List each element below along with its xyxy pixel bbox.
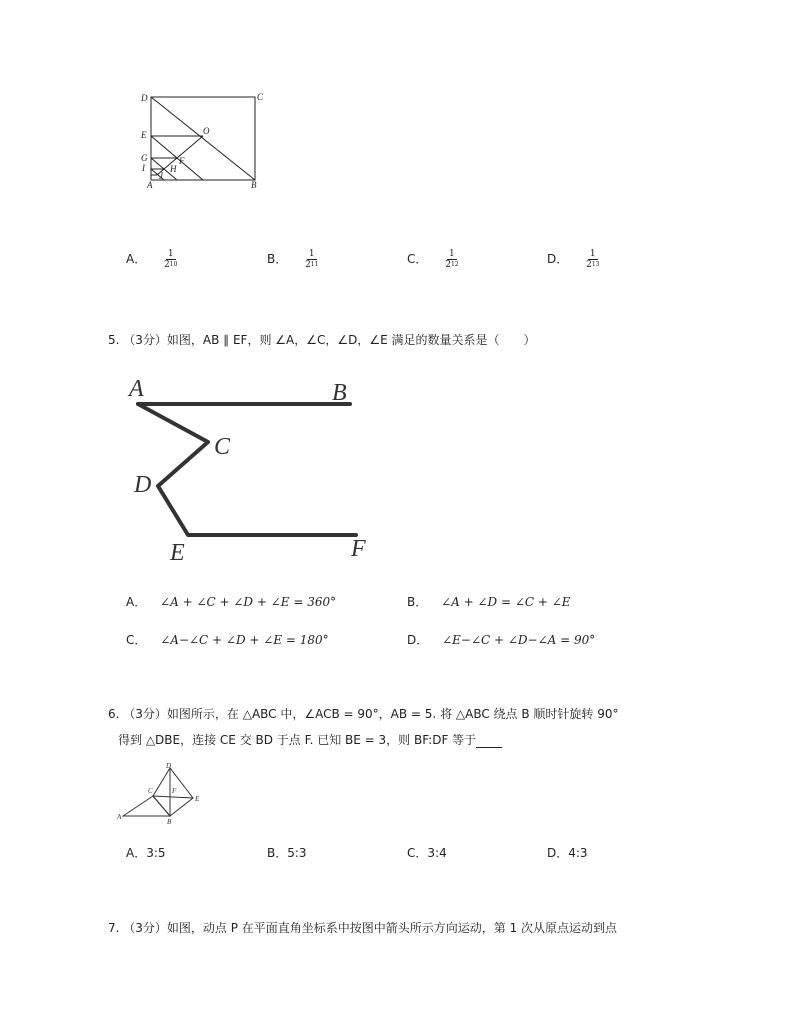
segment-OF: [177, 136, 203, 158]
label-A: A: [129, 376, 144, 402]
label-O: O: [203, 126, 210, 136]
label-E: E: [170, 540, 185, 564]
option-letter: C．: [407, 252, 428, 266]
q5-option-d[interactable]: [407, 632, 595, 648]
option-text: ∠A−∠C + ∠D + ∠E = 180°: [160, 633, 329, 647]
segment-CD: [153, 768, 170, 796]
fraction-base: 2: [586, 260, 592, 270]
option-letter: C．: [126, 633, 147, 647]
option-letter: B．: [267, 252, 288, 266]
segment-CE: [153, 796, 193, 798]
label-C: C: [148, 787, 153, 795]
fraction-base: 2: [305, 260, 311, 270]
fraction: [445, 249, 458, 270]
fraction-denominator: [445, 260, 458, 270]
diagonal-DB: [151, 97, 255, 180]
label-F: F: [351, 536, 366, 562]
fraction-exponent: 10: [169, 261, 178, 268]
q4-option-b[interactable]: [267, 249, 318, 270]
q7-stem: 7. （3分）如图，动点 P 在平面直角坐标系中按图中箭头所示方向运动，第 1 次从原点运动到点: [108, 921, 618, 935]
label-D: D: [141, 93, 148, 103]
fraction-exponent: 13: [591, 261, 600, 268]
fraction: [164, 249, 177, 270]
fraction-base: 2: [445, 260, 451, 270]
label-B: B: [251, 180, 257, 190]
fraction-numerator: 1: [589, 249, 596, 259]
label-A: A: [117, 813, 122, 821]
q5-option-c[interactable]: [126, 632, 329, 648]
q5-stem: 5. （3分）如图，AB ∥ EF，则 ∠A，∠C，∠D，∠E 满足的数量关系是（ ）: [108, 333, 536, 347]
option-text: ∠A + ∠D = ∠C + ∠E: [441, 595, 571, 609]
q5-option-b[interactable]: [407, 594, 571, 610]
fraction-denominator: [586, 260, 599, 270]
q4-figure: [136, 88, 272, 192]
option-letter: B．: [267, 846, 288, 860]
option-letter: C．: [407, 846, 428, 860]
label-C: C: [214, 434, 231, 460]
label-E: E: [195, 795, 200, 803]
label-D: D: [166, 762, 172, 770]
q6-figure: [115, 760, 205, 826]
polyline-ACDEF: [138, 404, 356, 535]
label-E: E: [141, 130, 147, 140]
option-text: ∠A + ∠C + ∠D + ∠E = 360°: [160, 595, 337, 609]
label-H: H: [170, 164, 177, 174]
label-A: A: [147, 180, 153, 190]
fraction: [305, 249, 318, 270]
q4-option-a[interactable]: [126, 249, 177, 270]
option-letter: A．: [126, 252, 147, 266]
label-F: F: [172, 787, 177, 795]
fraction-base: 2: [164, 260, 170, 270]
q6-stem-line2: [118, 732, 502, 748]
q4-option-d[interactable]: [547, 249, 599, 270]
fraction: [586, 249, 599, 270]
fraction-exponent: 11: [310, 261, 319, 268]
fraction-exponent: 12: [450, 261, 459, 268]
option-letter: D．: [407, 633, 429, 647]
option-text: ∠E−∠C + ∠D−∠A = 90°: [442, 633, 596, 647]
option-letter: A．: [126, 846, 147, 860]
label-J: J: [159, 171, 163, 181]
label-I: I: [142, 163, 145, 173]
label-B: B: [167, 818, 172, 826]
option-text: 3:5: [146, 846, 166, 860]
fraction-numerator: 1: [167, 249, 174, 259]
option-text: 4:3: [568, 846, 588, 860]
fraction-numerator: 1: [308, 249, 315, 259]
option-text: 5:3: [287, 846, 307, 860]
option-letter: D．: [547, 252, 569, 266]
option-letter: A．: [126, 595, 147, 609]
triangle-ABC: [123, 796, 170, 816]
option-text: 3:4: [427, 846, 447, 860]
fraction-denominator: [305, 260, 318, 270]
fraction-denominator: [164, 260, 177, 270]
q6-option-c[interactable]: [407, 845, 447, 861]
q6-stem-line2-text: 得到 △DBE，连接 CE 交 BD 于点 F. 已知 BE = 3，则 BF:DF 等于: [118, 733, 477, 747]
q6-option-a[interactable]: [126, 845, 166, 861]
q6-stem-line1: 6. （3分）如图所示，在 △ABC 中，∠ACB = 90°，AB = 5. 将 △ABC 绕点 B 顺时针旋转 90°: [108, 707, 619, 721]
segment-CB: [153, 796, 170, 816]
label-C: C: [257, 92, 264, 102]
q6-option-b[interactable]: [267, 845, 307, 861]
label-B: B: [332, 380, 347, 406]
q5-option-a[interactable]: [126, 594, 336, 610]
fraction-numerator: 1: [449, 249, 455, 259]
option-letter: D．: [547, 846, 569, 860]
label-F: F: [179, 156, 185, 166]
option-letter: B．: [407, 595, 428, 609]
q4-option-c[interactable]: [407, 249, 459, 270]
q6-option-d[interactable]: [547, 845, 588, 861]
label-G: G: [141, 153, 148, 163]
q5-figure: [126, 374, 386, 564]
label-D: D: [134, 472, 152, 498]
answer-blank[interactable]: [476, 735, 502, 748]
